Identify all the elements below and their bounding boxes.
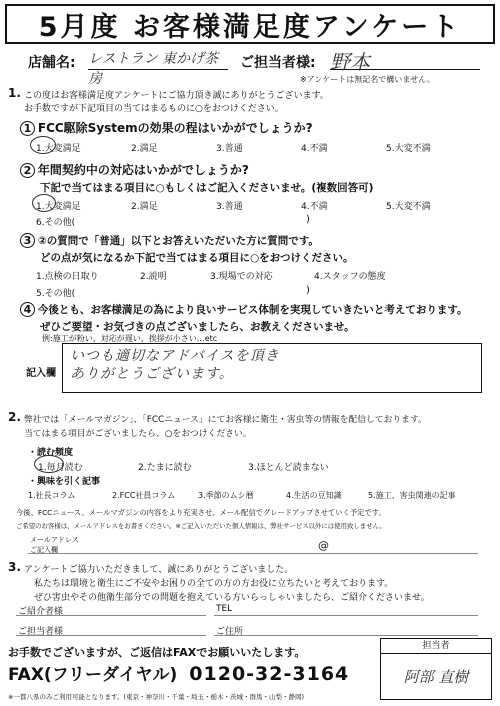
q2-options <box>36 199 476 212</box>
q2-block <box>20 161 249 178</box>
mag-note2: ご希望のお客様は、メールアドレスをお書きください。※ご記入いただいた個人情報は、弊社サービス以外には使用致しません。 <box>16 522 386 530</box>
email-label-2: ご記入欄 <box>30 546 58 554</box>
interest-option-3[interactable]: 3.季節のムシ暦 <box>198 491 254 500</box>
referral-address-label: ご住所 <box>216 627 244 637</box>
q2-number: 2 <box>20 163 35 178</box>
q3-text: ②の質問で「普通」以下とお答えいただいた方に質問です。 <box>37 235 319 247</box>
q4-sub: ぜひご要望・お気づきの点ございましたら、お教えくださいませ。 <box>40 321 355 333</box>
q3-other-close: ) <box>306 285 310 296</box>
q2-option-1[interactable]: 1.大変満足 <box>36 202 81 212</box>
fax-row <box>8 660 349 685</box>
q1-option-5[interactable]: 5.大変不満 <box>386 144 431 154</box>
intro-line2: お手数ですが下記項目の当てはまるものに○をおつけください。 <box>24 104 284 114</box>
interest-option-5[interactable]: 5.施工、害虫関連の記事 <box>368 491 456 500</box>
email-label-1: メールアドレス <box>30 536 79 544</box>
referral-line1: アンケートご協力いただきまして、誠にありがとうございました。 <box>24 565 294 575</box>
q2-text: 年間契約中の対応はいかがでしょうか? <box>37 163 249 177</box>
fax-number[interactable]: 0120-32-3164 <box>189 663 350 685</box>
read-option-3[interactable]: 3.ほとんど読まない <box>248 463 329 473</box>
q1-answer-mark <box>30 136 56 154</box>
referral-name-line[interactable] <box>16 615 206 616</box>
referral-line2: 私たちは環境と衛生にご不安やお困りの全ての方の方お役に立ちたいと考えております。 <box>34 579 394 589</box>
q2-other-close: ) <box>306 214 310 225</box>
q1-text: FCC駆除Systemの効果の程はいかがでしょうか? <box>37 121 313 135</box>
read-option-2[interactable]: 2.たまに読む <box>138 463 192 473</box>
q1-block <box>20 119 313 136</box>
email-entry-line[interactable] <box>28 553 478 554</box>
referral-tel-label: TEL <box>216 604 233 614</box>
mag-line1: 弊社では「メールマガジン」、「FCCニュース」にてお客様に衛生・害虫等の情報を配信しております。 <box>24 415 427 425</box>
anon-note: ※アンケートは無記名で構いません。 <box>300 75 435 84</box>
store-value: レストラン 東かげ茶房 <box>88 48 228 70</box>
q2-option-2[interactable]: 2.満足 <box>131 202 158 212</box>
mag-note1: 今後、FCCニュース、メールマガジンの内容をより充実させ、メール配信でグレードアップさせていく予定です。 <box>16 508 386 517</box>
q3-options <box>36 269 476 282</box>
q1-option-2[interactable]: 2.満足 <box>131 144 158 154</box>
referral-line3: ぜひ害虫やその他衛生部分での問題を抱えている方いらっしゃいましたら、ご紹介くださいませ。 <box>34 593 430 603</box>
store-label: 店舗名: <box>28 55 76 71</box>
q2-option-3[interactable]: 3.普通 <box>216 202 243 212</box>
referral-address-line[interactable] <box>214 635 478 636</box>
q1-number: 1 <box>20 121 35 136</box>
title-box <box>5 4 495 44</box>
interest-option-2[interactable]: 2.FCC社員コラム <box>112 491 176 500</box>
q4-entry-label: 記入欄 <box>26 368 56 379</box>
interest-option-4[interactable]: 4.生活の豆知識 <box>286 491 342 500</box>
q4-handwritten-line2: ありがとうございます。 <box>70 366 234 382</box>
intro-line1: この度はお客様満足度アンケートにご協力頂き誠にありがとうございます。 <box>24 91 329 101</box>
area-note: ※一都八県のみご利用可能となります。(東京・神奈川・千葉・埼玉・栃木・茨城・群馬・山梨・静岡) <box>8 693 304 701</box>
q4-example: 例:施工が粉い、対応が遅い、挨拶が小さい…etc <box>42 334 218 343</box>
intro-number: 1. <box>8 86 21 100</box>
q4-block <box>20 302 468 317</box>
mag-number: 2. <box>8 410 21 424</box>
q3-sub: どの点が気になるか下記で当てはまる項目に○をおつけください。 <box>40 252 354 264</box>
tanto-box <box>380 638 492 700</box>
interest-label: ・興味を引く記事 <box>28 477 101 487</box>
tanto-value: 阿部 直樹 <box>403 668 469 686</box>
read-frequency-options <box>38 460 438 473</box>
referral-number: 3. <box>8 560 21 574</box>
q3-option-1[interactable]: 1.点検の日取り <box>36 272 99 282</box>
referral-contact-line[interactable] <box>16 635 206 636</box>
q4-text: 今後とも、お客様満足の為により良いサービス体制を実現していきたいと考えております。 <box>37 304 468 316</box>
mag-line2: 当てはまる項目がございましたら、○をおつけください。 <box>24 429 252 439</box>
q2-sub: 下記で当てはまる項目に○もしくはご記入くださいませ。(複数回答可) <box>40 182 374 194</box>
survey-title: 5月度 お客様満足度アンケート <box>38 11 462 43</box>
q3-option-2[interactable]: 2.説明 <box>140 272 167 282</box>
referral-name-label: ご紹介者様 <box>18 607 64 617</box>
q3-number: 3 <box>20 233 35 248</box>
q2-option-4[interactable]: 4.不満 <box>301 202 328 212</box>
q4-handwritten-line1: いつも適切なアドバイスを頂き <box>70 348 280 364</box>
read-option-1[interactable]: 1.毎月読む <box>38 463 83 473</box>
q1-option-1[interactable]: 1.大変満足 <box>36 144 81 154</box>
interest-options <box>28 490 488 501</box>
interest-option-1[interactable]: 1.社長コラム <box>28 491 76 500</box>
q3-block <box>20 233 319 248</box>
staff-label: ご担当者様: <box>240 55 316 71</box>
q4-number: 4 <box>20 302 35 317</box>
q2-answer-mark <box>32 194 56 212</box>
q2-option-5[interactable]: 5.大変不満 <box>386 202 431 212</box>
q3-option-4[interactable]: 4.スタッフの態度 <box>314 272 386 282</box>
q3-option-3[interactable]: 3.現場での対応 <box>210 272 273 282</box>
q2-other[interactable]: 6.その他( <box>36 218 76 228</box>
fax-label: FAX(フリーダイヤル) <box>8 665 178 685</box>
referral-contact-label: ご担当者様 <box>18 627 64 637</box>
q1-option-4[interactable]: 4.不満 <box>301 144 328 154</box>
read-frequency-label: ・読む頻度 <box>28 448 74 458</box>
q1-options <box>36 141 476 154</box>
email-at-sign: @ <box>318 539 329 552</box>
read-answer-mark <box>34 455 64 473</box>
referral-tel-line[interactable] <box>214 615 478 616</box>
tanto-label: 担当者 <box>381 639 491 654</box>
staff-value: 野本 <box>330 46 480 70</box>
q1-option-3[interactable]: 3.普通 <box>216 144 243 154</box>
q3-other[interactable]: 5.その他( <box>36 289 76 299</box>
footer-line1: お手数でございますが、ご返信はFAXでお願いいたします。 <box>8 646 306 659</box>
